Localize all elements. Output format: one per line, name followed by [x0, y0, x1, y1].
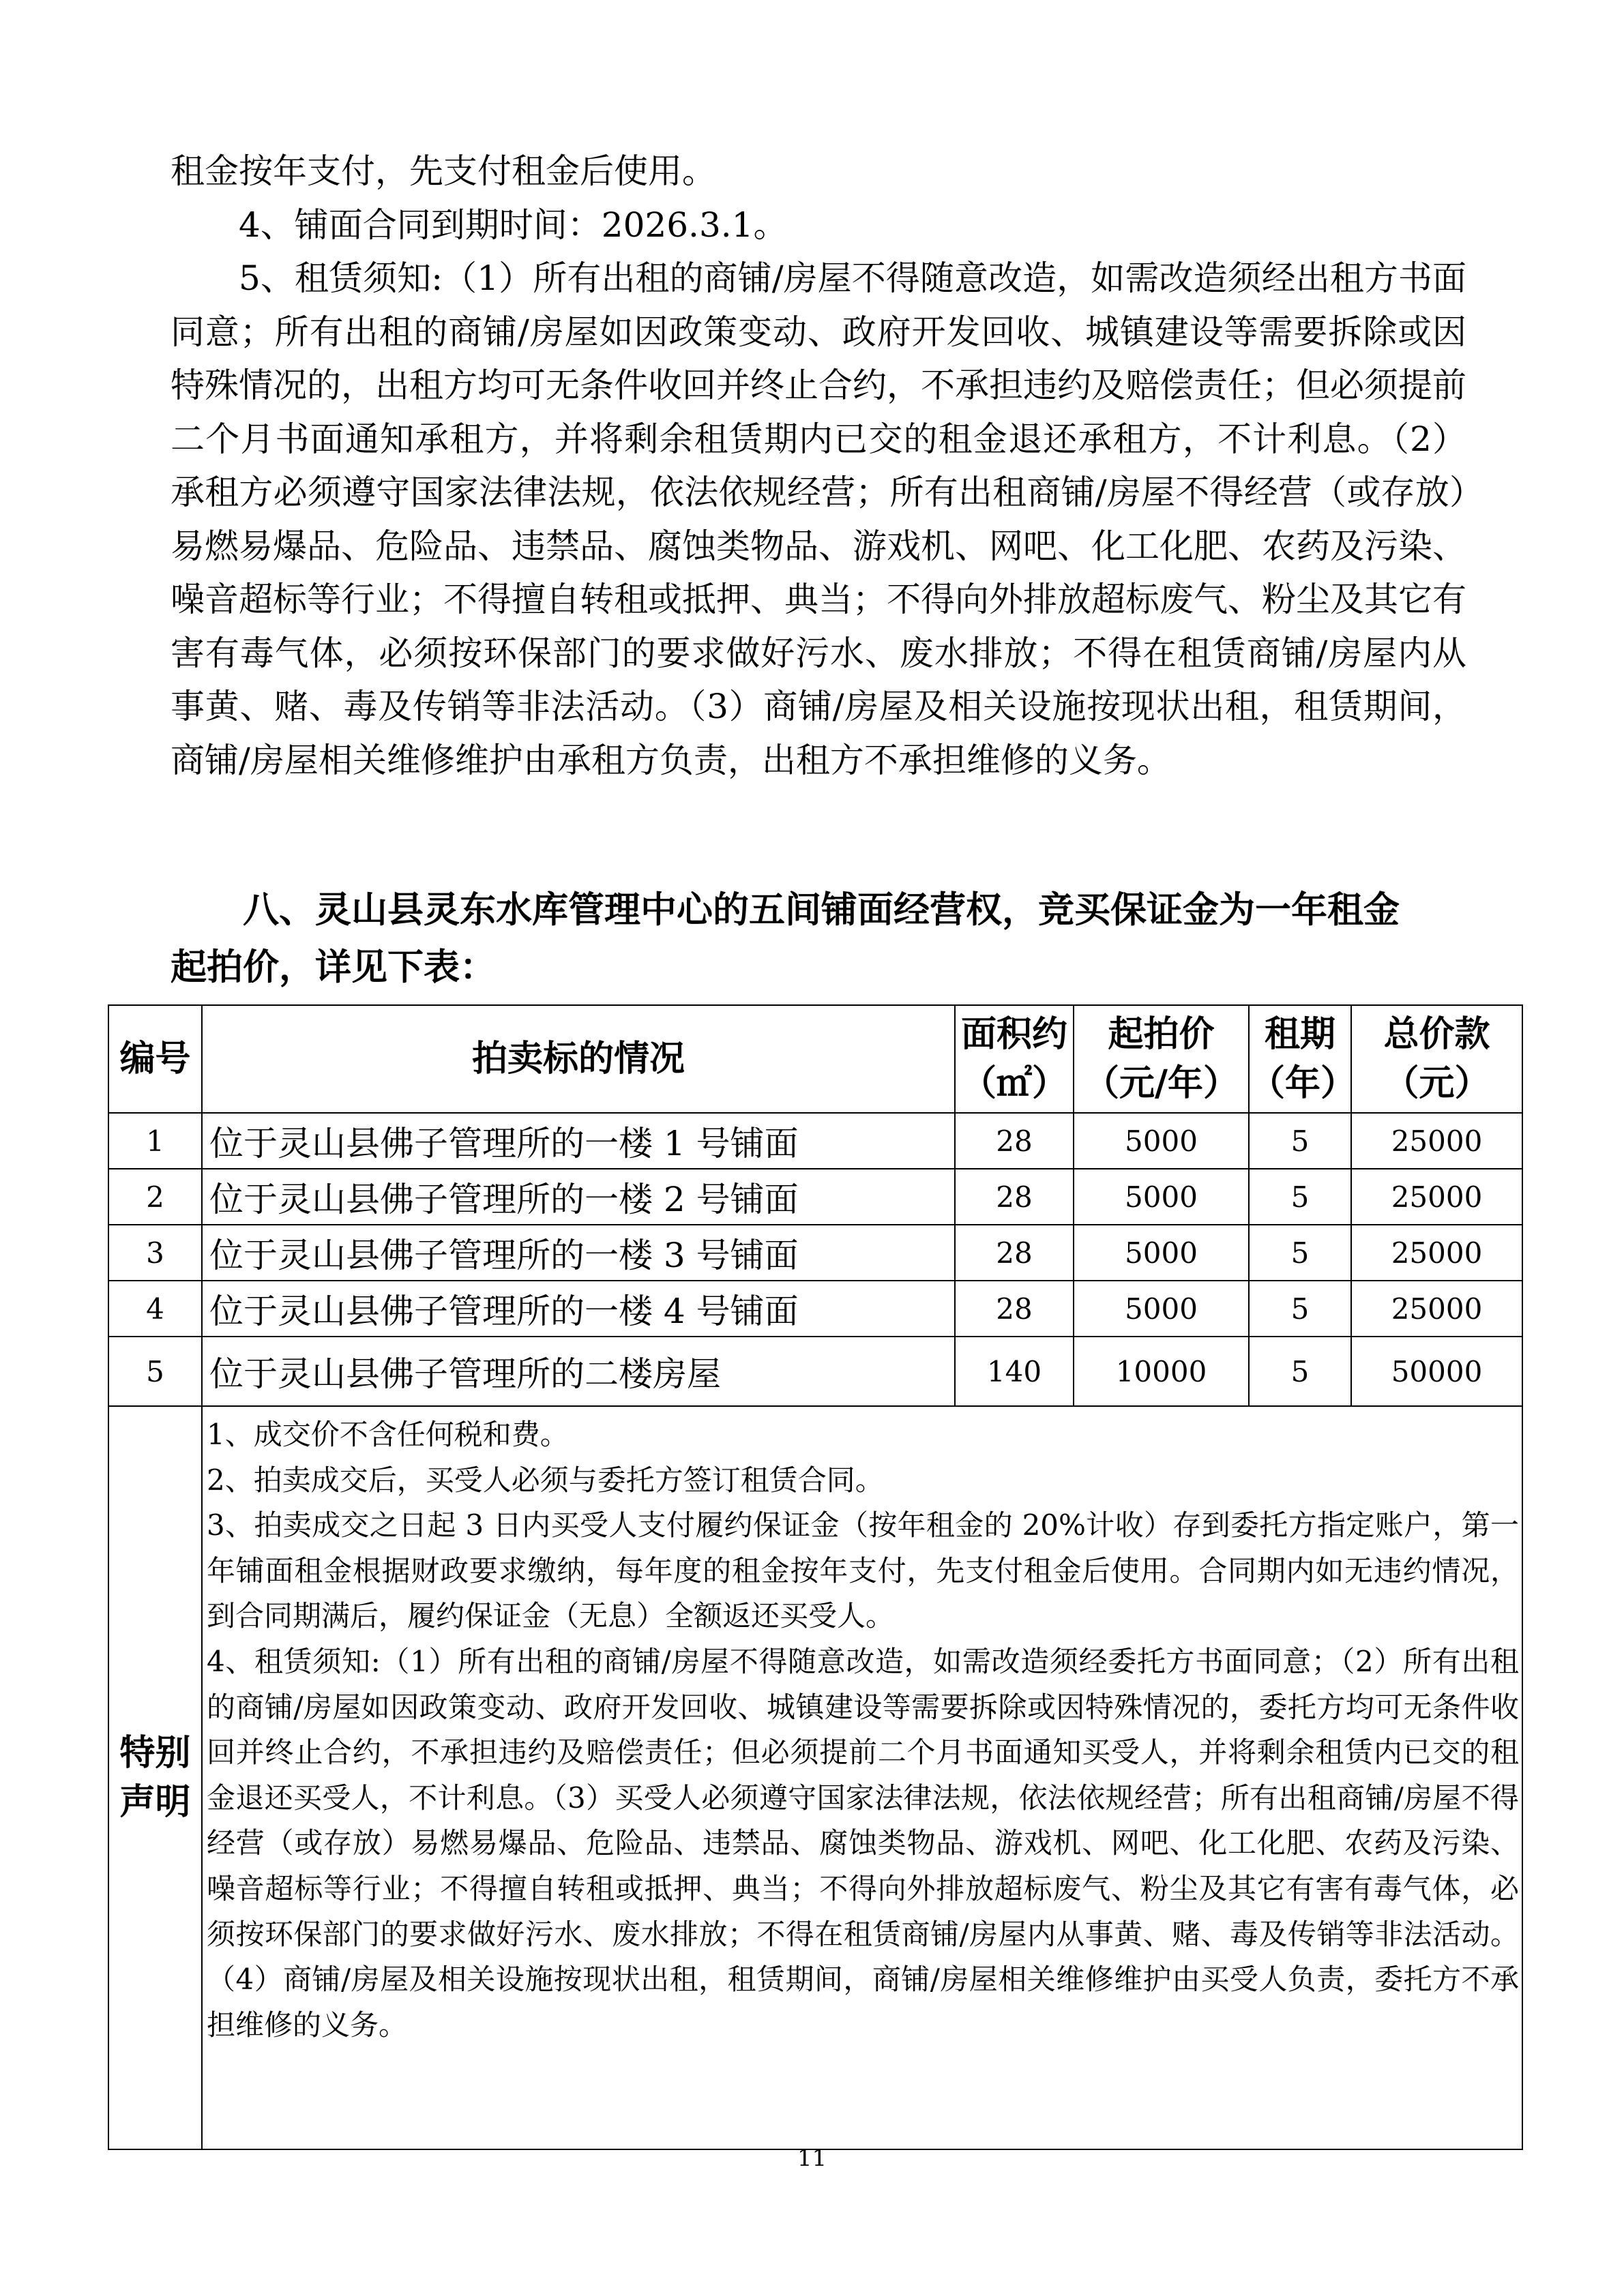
header-desc: 拍卖标的情况	[202, 1005, 955, 1113]
cell-area: 28	[955, 1113, 1074, 1169]
cell-area: 28	[955, 1281, 1074, 1337]
cell-total: 25000	[1351, 1225, 1522, 1281]
special-statement-item: 1、成交价不含任何税和费。	[207, 1418, 569, 1451]
cell-no: 4	[108, 1281, 202, 1337]
page-number: 11	[797, 2145, 827, 2172]
intro-text	[171, 145, 1466, 787]
special-statement-label-line-2: 声明	[119, 1781, 191, 1823]
cell-area: 140	[955, 1337, 1074, 1406]
cell-no: 1	[108, 1113, 202, 1169]
cell-no: 5	[108, 1337, 202, 1406]
table-row	[108, 1225, 1522, 1281]
cell-term: 5	[1249, 1281, 1351, 1337]
cell-price: 5000	[1074, 1169, 1249, 1225]
cell-no: 2	[108, 1169, 202, 1225]
cell-desc: 位于灵山县佛子管理所的二楼房屋	[202, 1337, 955, 1406]
header-area-line-2: （㎡）	[960, 1062, 1067, 1104]
section-heading	[171, 881, 1466, 996]
header-term-line-2: （年）	[1250, 1062, 1357, 1104]
cell-desc: 位于灵山县佛子管理所的一楼 3 号铺面	[202, 1225, 955, 1281]
cell-term: 5	[1249, 1337, 1351, 1406]
header-total-line-2: （元）	[1383, 1062, 1490, 1104]
special-statement-item: 4、租赁须知:（1）所有出租的商铺/房屋不得随意改造，如需改造须经委托方书面同意；（2）所有出租的商铺/房屋如因政策变动、政府开发回收、城镇建设等需要拆除或因特殊情况的，委托方均可无条件收回并终止合约，不承担违约及赔偿责任；但必须提前二个月书面通知买受人，并将剩余租赁内已交的租金退还买受人，不计利息。（3）买受人必须遵守国家法律法规，依法依规经营；所有出租商铺/房屋不得经营（或存放）易燃易爆品、危险品、违禁品、腐蚀类物品、游戏机、网吧、化工化肥、农药及污染、噪音超标等行业；不得擅自转租或抵押、典当；不得向外排放超标废气、粉尘及其它有害有毒气体，必须按环保部门的要求做好污水、废水排放；不得在租赁商铺/房屋内从事黄、赌、毒及传销等非法活动。（4）商铺/房屋及相关设施按现状出租，租赁期间，商铺/房屋相关维修维护由买受人负责，委托方不承担维修的义务。	[207, 1644, 1519, 2042]
cell-total: 25000	[1351, 1281, 1522, 1337]
special-statement-content	[202, 1406, 1522, 2149]
cell-desc: 位于灵山县佛子管理所的一楼 4 号铺面	[202, 1281, 955, 1337]
header-price-line-1: 起拍价	[1108, 1013, 1215, 1055]
special-statement-row	[108, 1406, 1522, 2149]
intro-paragraph-1: 租金按年支付，先支付租金后使用。	[171, 151, 716, 191]
cell-price: 5000	[1074, 1225, 1249, 1281]
cell-no: 3	[108, 1225, 202, 1281]
cell-desc: 位于灵山县佛子管理所的一楼 2 号铺面	[202, 1169, 955, 1225]
special-statement-label	[108, 1406, 202, 2149]
table-header-row	[108, 1005, 1522, 1113]
table-row	[108, 1337, 1522, 1406]
cell-price: 5000	[1074, 1113, 1249, 1169]
cell-term: 5	[1249, 1225, 1351, 1281]
intro-paragraph-2: 4、铺面合同到期时间：2026.3.1。	[239, 205, 788, 245]
cell-area: 28	[955, 1169, 1074, 1225]
header-price-line-2: （元/年）	[1084, 1062, 1239, 1104]
table-row	[108, 1169, 1522, 1225]
header-term	[1249, 1005, 1357, 1113]
cell-price: 5000	[1074, 1281, 1249, 1337]
auction-lots-table	[108, 1004, 1523, 2150]
section-heading-line-2: 起拍价，详见下表：	[171, 946, 496, 988]
header-total	[1351, 1005, 1522, 1113]
cell-total: 25000	[1351, 1169, 1522, 1225]
section-heading-line-1: 八、灵山县灵东水库管理中心的五间铺面经营权，竞买保证金为一年租金	[243, 889, 1400, 931]
special-statement-label-line-1: 特别	[119, 1732, 191, 1774]
cell-desc: 位于灵山县佛子管理所的一楼 1 号铺面	[202, 1113, 955, 1169]
header-no: 编号	[108, 1005, 202, 1113]
cell-term: 5	[1249, 1169, 1351, 1225]
cell-total: 25000	[1351, 1113, 1522, 1169]
table-row	[108, 1281, 1522, 1337]
header-term-line-1: 租期	[1264, 1013, 1335, 1055]
cell-total: 50000	[1351, 1337, 1522, 1406]
header-total-line-1: 总价款	[1383, 1013, 1490, 1055]
cell-term: 5	[1249, 1113, 1351, 1169]
cell-price: 10000	[1074, 1337, 1249, 1406]
intro-paragraph-3: 5、租赁须知:（1）所有出租的商铺/房屋不得随意改造，如需改造须经出租方书面同意；所有出租的商铺/房屋如因政策变动、政府开发回收、城镇建设等需要拆除或因特殊情况的，出租方均可无条件收回并终止合约，不承担违约及赔偿责任；但必须提前二个月书面通知承租方，并将剩余租赁期内已交的租金退还承租方，不计利息。（2）承租方必须遵守国家法律法规，依法依规经营；所有出租商铺/房屋不得经营（或存放）易燃易爆品、危险品、违禁品、腐蚀类物品、游戏机、网吧、化工化肥、农药及污染、噪音超标等行业；不得擅自转租或抵押、典当；不得向外排放超标废气、粉尘及其它有害有毒气体，必须按环保部门的要求做好污水、废水排放；不得在租赁商铺/房屋内从事黄、赌、毒及传销等非法活动。（3）商铺/房屋及相关设施按现状出租，租赁期间，商铺/房屋相关维修维护由承租方负责，出租方不承担维修的义务。	[171, 258, 1466, 780]
header-area-line-1: 面积约	[960, 1013, 1067, 1055]
special-statement-item: 3、拍卖成交之日起 3 日内买受人支付履约保证金（按年租金的 20%计收）存到委托方指定账户，第一年铺面租金根据财政要求缴纳，每年度的租金按年支付，先支付租金后使用。合同期内如无违约情况，到合同期满后，履约保证金（无息）全额返还买受人。	[207, 1508, 1519, 1633]
cell-area: 28	[955, 1225, 1074, 1281]
table-row	[108, 1113, 1522, 1169]
special-statement-item: 2、拍卖成交后，买受人必须与委托方签订租赁合同。	[207, 1463, 884, 1497]
header-price	[1074, 1005, 1249, 1113]
header-area	[955, 1005, 1074, 1113]
